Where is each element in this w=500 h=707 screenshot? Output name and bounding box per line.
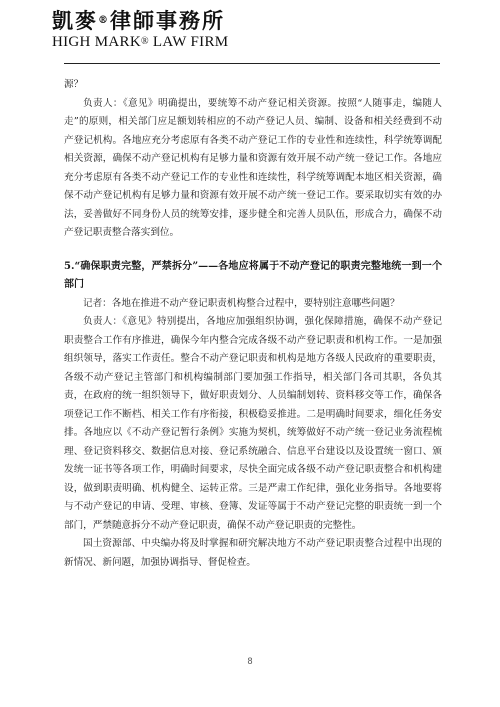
registered-mark-icon: ®	[140, 36, 149, 47]
section-heading-5: 5.“确保职责完整，严禁拆分”——各地应将属于不动产登记的职责完整地统一到一个部门	[64, 260, 442, 290]
registered-mark-icon: ®	[98, 15, 110, 26]
paragraph-integration-answer: 负责人：《意见》特别提出，各地应加强组织协调，强化保障措施，确保不动产登记职责整合工作有序推进，确保今年内整合完成各级不动产登记职责和机构工作。一是加强组织领导，落实工作责任。整合不动产登记职责和机构是地方各级人民政府的重要职责，各级不动产登记主管部门和机构编制部门要加强工作指导，相关部门各司其职，各负其责，在政府的统一组织领导下，做好职责划分、人员编制划转、资料移交等工作，确保各项登记工作不断档、相关工作有序衔接，积极稳妥推进。二是明确时间要求，细化任务安排。各地应以《不动产登记暂行条例》实施为契机，统筹做好不动产统一登记业务流程梳理、登记资料移交、数据信息对接、登记系统融合、信息平台建设以及设置统一窗口、颁发统一证书等各项工作，明确时间要求，尽快全面完成各级不动产登记职责整合和机构建设，做到职责明确、机构健全、运转正常。三是严肃工作纪律，强化业务指导。各地要将与不动产登记的申请、受理、审核、登簿、发证等属于不动产登记完整的职责统一到一个部门，严禁随意拆分不动产登记职责，确保不动产登记职责的完整性。	[64, 316, 442, 531]
page-number: 8	[247, 656, 253, 666]
header-divider	[64, 63, 440, 64]
document-body	[64, 76, 442, 572]
paragraph-resources-answer: 负责人：《意见》明确提出，要统筹不动产登记相关资源。按照“人随事走，编随人走”的原则，相关部门应足额划转相应的不动产登记人员、编制、设备和相关经费到不动产登记机构。各地应充分考虑原有各类不动产登记工作的专业性和连续性，科学统筹调配相关资源，确保不动产登记机构有足够力量和资源有效开展不动产统一登记工作。各地应充分考虑原有各类不动产登记工作的专业性和连续性，科学统筹调配本地区相关资源，确保不动产登记机构有足够力量和资源有效开展不动产统一登记工作。要采取切实有效的办法，妥善做好不同身份人员的统筹安排，逐步健全和完善人员队伍，形成合力，确保不动产登记职责整合落实到位。	[64, 97, 442, 238]
logo-chinese-name: 凱麥®律師事務所	[52, 8, 225, 33]
logo-english-name: HIGH MARK® LAW FIRM	[52, 34, 229, 50]
paragraph-continuation: 源？	[64, 79, 84, 90]
paragraph-reporter-question: 记者：各地在推进不动产登记职责机构整合过程中，要特别注意哪些问题？	[83, 297, 400, 309]
law-firm-logo	[52, 8, 272, 51]
paragraph-closing: 国土资源部、中央编办将及时掌握和研究解决地方不动产登记职责整合过程中出现的新情况、新问题，加强协调指导、督促检查。	[64, 538, 442, 568]
